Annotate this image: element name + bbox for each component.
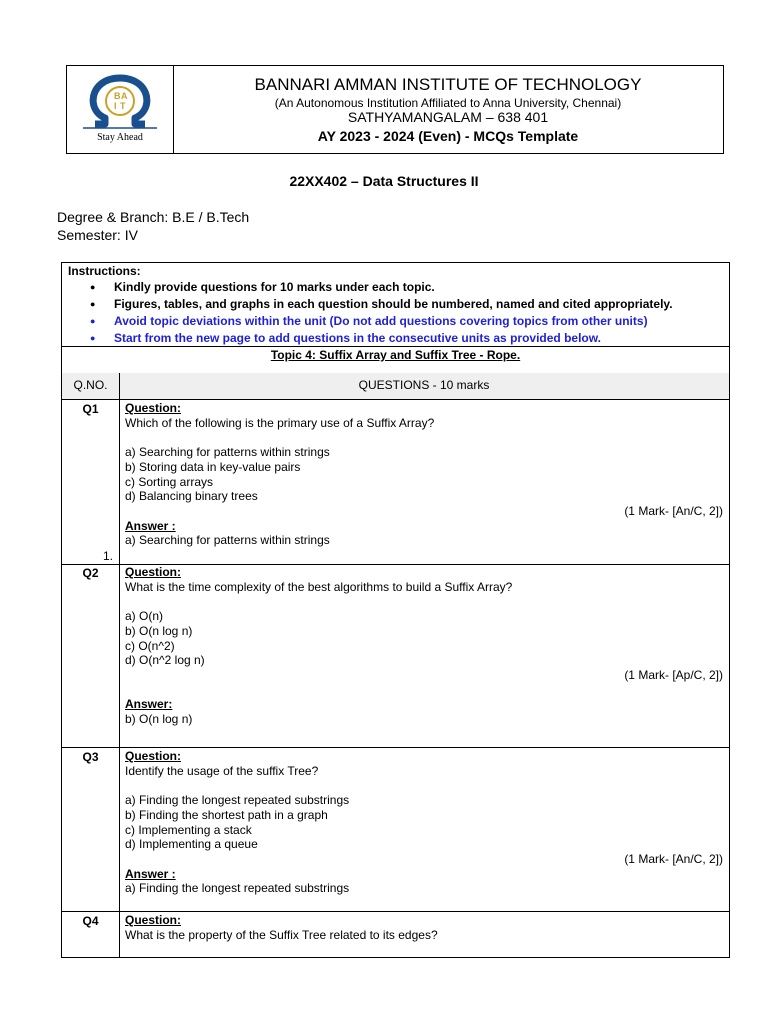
instructions-title: Instructions: bbox=[68, 264, 141, 278]
institution-text bbox=[173, 66, 723, 153]
question-block bbox=[125, 749, 723, 896]
answer-text: a) Searching for patterns within strings bbox=[125, 533, 330, 548]
option: a) Searching for patterns within strings bbox=[125, 445, 330, 460]
logo-cell bbox=[67, 66, 174, 153]
question-text: Identify the usage of the suffix Tree? bbox=[125, 763, 319, 778]
svg-text:A: A bbox=[121, 91, 128, 101]
question-block bbox=[125, 401, 723, 548]
divider bbox=[62, 399, 729, 400]
question-block bbox=[125, 565, 723, 727]
institution-affiliation: (An Autonomous Institution Affiliated to Anna University, Chennai) bbox=[274, 96, 622, 110]
option: b) O(n log n) bbox=[125, 623, 193, 638]
answer-label: Answer: bbox=[125, 697, 173, 712]
answer-text: a) Finding the longest repeated substrings bbox=[125, 881, 350, 896]
instruction-item: ● Kindly provide questions for 10 marks under each topic. bbox=[68, 279, 673, 296]
instructions-list bbox=[68, 279, 673, 347]
svg-text:B: B bbox=[114, 91, 121, 101]
option: a) O(n) bbox=[125, 609, 164, 624]
mark-allocation: (1 Mark- [Ap/C, 2]) bbox=[624, 667, 723, 682]
institution-name: BANNARI AMMAN INSTITUTE OF TECHNOLOGY bbox=[254, 75, 642, 94]
topic-title: Topic 4: Suffix Array and Suffix Tree - Rope. bbox=[270, 348, 521, 362]
question-text: Which of the following is the primary use of a Suffix Array? bbox=[125, 415, 435, 430]
svg-text:I: I bbox=[114, 101, 117, 111]
degree-branch: Degree & Branch: B.E / B.Tech bbox=[57, 209, 250, 225]
question-label: Question: bbox=[125, 749, 181, 763]
qno-column-header: Q.NO. bbox=[73, 378, 108, 392]
questions-column-header: QUESTIONS - 10 marks bbox=[358, 378, 490, 392]
option: c) Implementing a stack bbox=[125, 822, 252, 837]
question-label: Question: bbox=[125, 565, 181, 579]
option: b) Finding the shortest path in a graph bbox=[125, 807, 328, 822]
question-number: Q1 bbox=[82, 402, 99, 416]
list-number: 1. bbox=[103, 549, 114, 563]
questions-table bbox=[61, 262, 730, 958]
question-block bbox=[125, 913, 723, 942]
divider bbox=[62, 747, 729, 748]
option: d) Balancing binary trees bbox=[125, 489, 258, 504]
instruction-item: ● Start from the new page to add questions in the consecutive units as provided below. bbox=[68, 330, 673, 347]
option: b) Storing data in key-value pairs bbox=[125, 459, 301, 474]
divider bbox=[62, 346, 729, 347]
answer-text: b) O(n log n) bbox=[125, 712, 193, 726]
question-number: Q2 bbox=[82, 566, 99, 580]
option: d) O(n^2 log n) bbox=[125, 653, 205, 668]
semester: Semester: IV bbox=[57, 227, 138, 243]
column-divider bbox=[119, 373, 120, 958]
instruction-item: ● Figures, tables, and graphs in each question should be numbered, named and cited appropriately. bbox=[68, 296, 673, 313]
instructions bbox=[68, 264, 673, 347]
logo-caption: Stay Ahead bbox=[97, 132, 143, 143]
option: a) Finding the longest repeated substrings bbox=[125, 793, 350, 808]
divider bbox=[62, 911, 729, 912]
question-number: Q3 bbox=[82, 750, 99, 764]
instruction-item: ● Avoid topic deviations within the unit (Do not add questions covering topics from other units) bbox=[68, 313, 673, 330]
option: c) Sorting arrays bbox=[125, 474, 214, 489]
academic-year: AY 2023 - 2024 (Even) - MCQs Template bbox=[317, 128, 579, 144]
question-text: What is the property of the Suffix Tree related to its edges? bbox=[125, 927, 438, 942]
question-number: Q4 bbox=[82, 914, 99, 928]
answer-label: Answer : bbox=[125, 518, 176, 533]
svg-text:T: T bbox=[120, 101, 126, 111]
option: d) Implementing a queue bbox=[125, 837, 258, 852]
institute-logo bbox=[77, 72, 163, 130]
course-title: 22XX402 – Data Structures II bbox=[289, 173, 479, 189]
header-box bbox=[66, 65, 724, 154]
option: c) O(n^2) bbox=[125, 638, 175, 653]
question-label: Question: bbox=[125, 913, 181, 927]
mark-allocation: (1 Mark- [An/C, 2]) bbox=[624, 503, 723, 518]
institution-city: SATHYAMANGALAM – 638 401 bbox=[347, 109, 549, 125]
question-label: Question: bbox=[125, 401, 181, 415]
question-text: What is the time complexity of the best algorithms to build a Suffix Array? bbox=[125, 579, 513, 594]
answer-label: Answer : bbox=[125, 866, 176, 881]
mark-allocation: (1 Mark- [An/C, 2]) bbox=[624, 851, 723, 866]
